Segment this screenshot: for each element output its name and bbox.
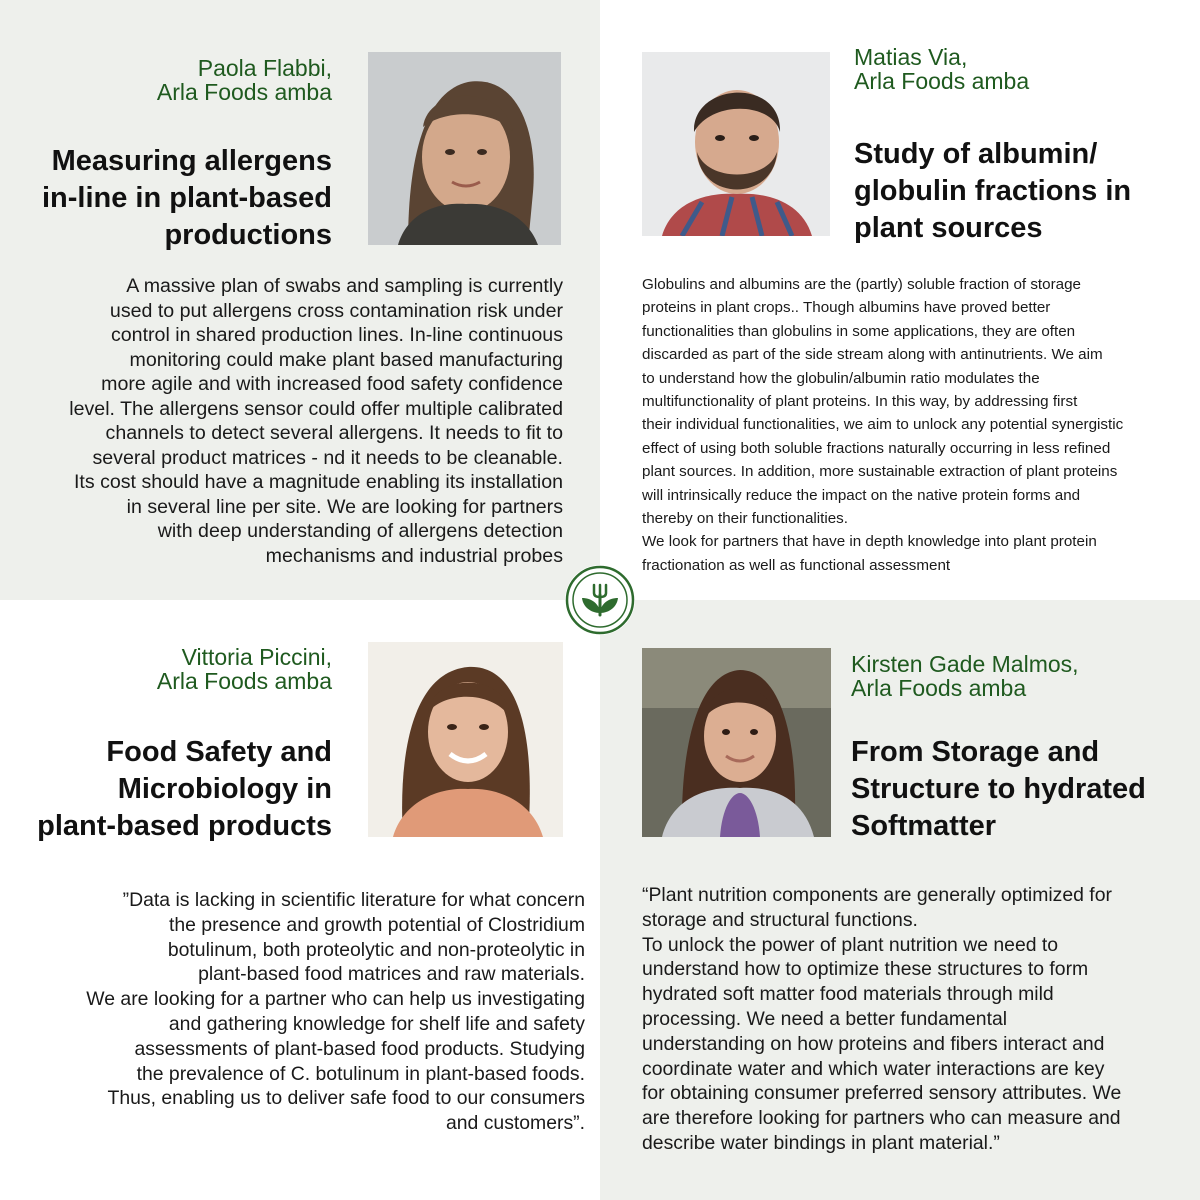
project-title: Measuring allergens in-line in plant-based productions [41, 145, 332, 251]
profile-card-kirsten-gade-malmos [600, 600, 1200, 1200]
portrait-photo [368, 52, 561, 245]
center-logo [565, 565, 635, 635]
project-description: “Plant nutrition components are generally optimized for storage and structural functions. To unlock the power of plant nutrition we need to understand how to optimize these structures to form hydrated soft matter food materials through mild processing. We need a better fundamental understanding on how proteins and fibers interact and coordinate water and which water interactions are key for obtaining consumer preferred sensory attributes. We are therefore looking for partners who can measure and describe water bindings in plant material.” [642, 884, 1122, 1154]
plant-fork-icon [565, 565, 635, 635]
portrait-image [642, 648, 831, 837]
project-description: Globulins and albumins are the (partly) soluble fraction of storage proteins in plant crops.. Though albumins have proved better functionalities than globulins in some applications, they are often discarded as part of the side stream along with antinutrients. We aim to understand how the globulin/albumin ratio modulates the multifunctionality of plant proteins. In this way, by addressing first their individual functionalities, we aim to unlock any potential synergistic effect of using both soluble fractions naturally occurring in less refined plant sources. In addition, more sustainable extraction of plant proteins will intrinsically reduce the impact on the native protein forms and thereby on their functionalities. We look for partners that have in depth knowledge into plant protein fractionation as well as functional assessment [642, 276, 1124, 574]
project-title: Food Safety and Microbiology in plant-based products [37, 736, 332, 842]
person-name: Kirsten Gade Malmos, Arla Foods amba [851, 651, 1079, 701]
portrait-image [368, 52, 561, 245]
project-title: Study of albumin/ globulin fractions in plant sources [854, 138, 1132, 244]
profile-card-vittoria-piccini [0, 600, 600, 1200]
portrait-photo [368, 642, 563, 837]
portrait-image [642, 52, 830, 236]
project-description: ”Data is lacking in scientific literature for what concern the presence and growth potential of Clostridium botulinum, both proteolytic and non-proteolytic in plant-based food matrices and raw materials. We are looking for a partner who can help us investigating and gathering knowledge for shelf life and safety assessments of plant-based food products. Studying the prevalence of C. botulinum in plant-based foods. Thus, enabling us to deliver safe food to our consumers and customers”. [86, 889, 585, 1135]
portrait-photo [642, 648, 831, 837]
profile-card-paola-flabbi [0, 0, 600, 600]
person-name: Vittoria Piccini, Arla Foods amba [156, 644, 332, 694]
project-title: From Storage and Structure to hydrated Softmatter [851, 736, 1146, 842]
person-name: Paola Flabbi, Arla Foods amba [156, 55, 332, 105]
portrait-photo [642, 52, 830, 236]
portrait-image [368, 642, 563, 837]
person-name: Matias Via, Arla Foods amba [854, 44, 1030, 94]
profile-card-matias-via [600, 0, 1200, 600]
project-description: A massive plan of swabs and sampling is currently used to put allergens cross contamination risk under control in shared production lines. In-line continuous monitoring could make plant based manufacturing more agile and with increased food safety confidence level. The allergens sensor could offer multiple calibrated channels to detect several allergens. It needs to fit to several product matrices - nd it needs to be cleanable. Its cost should have a magnitude enabling its installation in several line per site. We are looking for partners with deep understanding of allergens detection mechanisms and industrial probes [69, 275, 563, 567]
